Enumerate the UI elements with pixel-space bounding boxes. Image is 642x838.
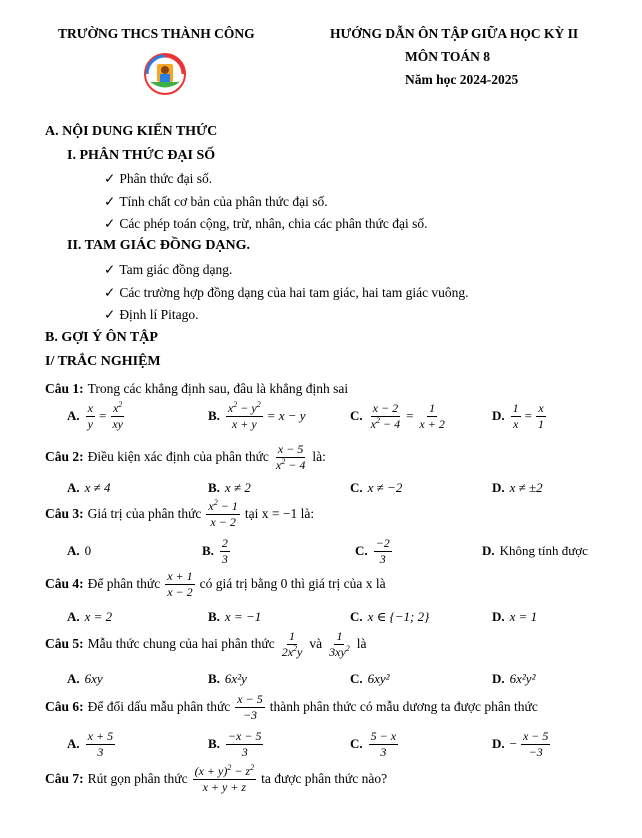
- q3-option-b: B. $\frac{2}{3}$: [202, 536, 228, 566]
- list-item: ✓ Các phép toán cộng, trừ, nhân, chia các phân thức đại số.: [104, 216, 428, 231]
- question-5: Câu 5: Mẫu thức chung của hai phân thức $\frac{1}{2x^2y}$ và $\frac{1}{3xy^2}$ là: [45, 629, 367, 659]
- q1-option-d: D. $\frac{1}{x}$ = $\frac{x}{1}$: [492, 401, 544, 431]
- question-2: Câu 2: Điều kiện xác định của phân thức $\frac{x - 5}{x^2 - 4}$ là:: [45, 442, 326, 472]
- q1-option-c: C. $\frac{x - 2}{x^2 - 4}$ = $\frac{1}{x + 2}$: [350, 401, 445, 431]
- check-icon: ✓: [104, 285, 116, 300]
- list-item: ✓ Tam giác đồng dạng.: [104, 262, 233, 277]
- question-3: Câu 3: Giá trị của phân thức $\frac{x^2 - 1}{x - 2}$ tại x = −1 là:: [45, 498, 315, 529]
- q6-option-d: D. − $\frac{x - 5}{-3}$: [492, 729, 549, 759]
- list-item: ✓ Các trường hợp đồng dạng của hai tam giác, hai tam giác vuông.: [104, 285, 469, 300]
- question-4: Câu 4: Để phân thức $\frac{x + 1}{x - 2}$ có giá trị bằng 0 thì giá trị của x là: [45, 569, 386, 599]
- q2-option-b: B. x ≠ 2: [208, 480, 251, 495]
- check-icon: ✓: [104, 171, 116, 186]
- list-item: ✓ Phân thức đại số.: [104, 171, 213, 186]
- part1-title: I. PHÂN THỨC ĐẠI SỐ: [67, 148, 216, 163]
- school-logo: [143, 52, 187, 96]
- q2-option-a: A. x ≠ 4: [67, 480, 111, 495]
- q4-option-c: C. x ∈ {−1; 2}: [350, 609, 430, 624]
- q1-option-b: B. $\frac{x^2 - y^2}{x + y}$ = x − y: [208, 400, 306, 431]
- check-icon: ✓: [104, 307, 116, 322]
- check-icon: ✓: [104, 216, 116, 231]
- q2-option-d: D. x ≠ ±2: [492, 480, 543, 495]
- part2-title: II. TAM GIÁC ĐỒNG DẠNG.: [67, 238, 251, 253]
- doc-subject: MÔN TOÁN 8: [405, 49, 491, 64]
- q6-option-a: A. $\frac{x + 5}{3}$: [67, 729, 114, 759]
- q5-option-a: A. 6xy: [67, 671, 103, 686]
- q4-option-d: D. x = 1: [492, 609, 538, 624]
- list-item: ✓ Định lí Pitago.: [104, 307, 199, 322]
- check-icon: ✓: [104, 262, 116, 277]
- section-a-title: A. NỘI DUNG KIẾN THỨC: [45, 124, 218, 139]
- q3-option-a: A. 0: [67, 543, 92, 558]
- q3-option-c: C. $\frac{-2}{3}$: [355, 536, 390, 566]
- q5-option-c: C. 6xy²: [350, 671, 390, 686]
- q6-option-b: B. $\frac{-x - 5}{3}$: [208, 729, 262, 759]
- q4-option-b: B. x = −1: [208, 609, 262, 624]
- list-item: ✓ Tính chất cơ bản của phân thức đại số.: [104, 194, 328, 209]
- section-b-title: B. GỢI Ý ÔN TẬP: [45, 330, 158, 345]
- doc-year: Năm học 2024-2025: [405, 72, 519, 87]
- question-1: Câu 1: Trong các khẳng định sau, đâu là khẳng định sai: [45, 381, 349, 396]
- q3-option-d: D. Không tính được: [482, 543, 588, 558]
- q5-option-b: B. 6x²y: [208, 671, 247, 686]
- q6-option-c: C. $\frac{5 - x}{3}$: [350, 729, 397, 759]
- section-b-subtitle: I/ TRẮC NGHIỆM: [45, 354, 161, 369]
- school-name: TRƯỜNG THCS THÀNH CÔNG: [58, 26, 255, 41]
- q2-option-c: C. x ≠ −2: [350, 480, 403, 495]
- q5-option-d: D. 6x²y²: [492, 671, 536, 686]
- q1-option-a: A. $\frac{x}{y}$ = $\frac{x^2}{xy}$: [67, 400, 123, 431]
- q4-option-a: A. x = 2: [67, 609, 113, 624]
- question-7: Câu 7: Rút gọn phân thức $\frac{(x + y)^2 - z^2}{x + y + z}$ ta được phân thức nào?: [45, 763, 388, 794]
- doc-title: HƯỚNG DẪN ÔN TẬP GIỮA HỌC KỲ II: [330, 26, 579, 41]
- check-icon: ✓: [104, 194, 116, 209]
- question-6: Câu 6: Để đổi dấu mẫu phân thức $\frac{x - 5}{-3}$ thành phân thức có mẫu dương ta được phân thức: [45, 692, 538, 722]
